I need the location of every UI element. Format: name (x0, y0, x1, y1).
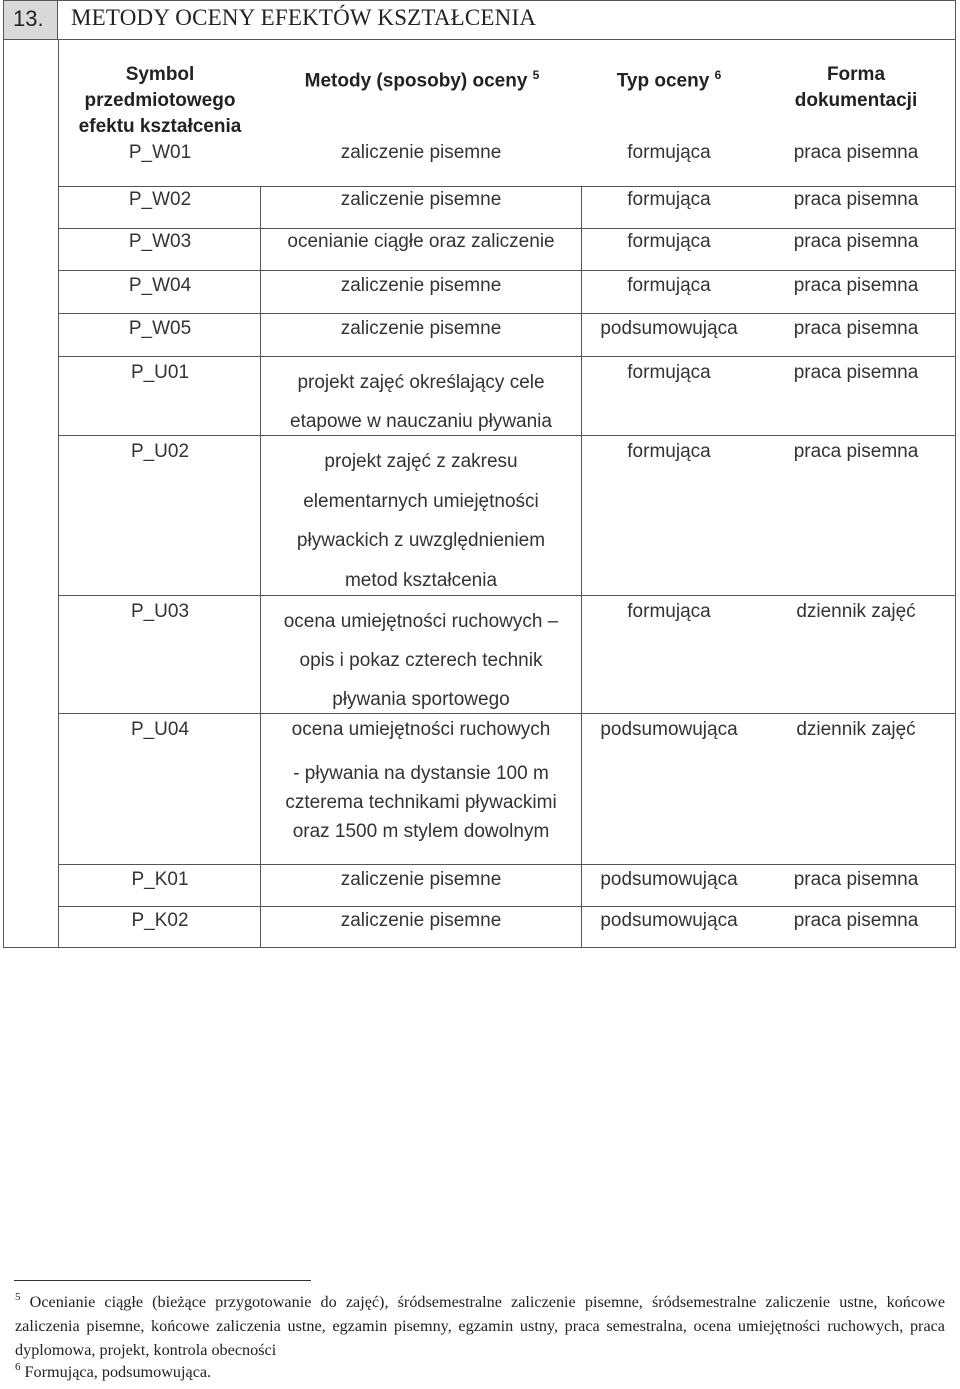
row-divider (58, 864, 956, 865)
cell-type: formująca (627, 362, 711, 383)
cell-symbol: P_K02 (131, 910, 189, 931)
cell-form: praca pisemna (793, 189, 919, 210)
method-line: - pływania na dystansie 100 m (293, 763, 549, 784)
cell-symbol: P_U01 (130, 362, 190, 383)
header-form-line: dokumentacji (794, 90, 918, 111)
method-line: oraz 1500 m stylem dowolnym (292, 821, 550, 842)
footnotes (15, 1290, 945, 1384)
row-divider (58, 270, 956, 271)
cell-symbol: P_U02 (130, 441, 190, 462)
cell-method: zaliczenie pisemne (340, 869, 502, 890)
cell-method (262, 442, 580, 600)
method-line: ocena umiejętności ruchowych (291, 719, 551, 740)
cell-type: formująca (627, 189, 711, 210)
footnote-ref-5: 5 (532, 68, 540, 82)
cell-symbol: P_K01 (131, 869, 189, 890)
method-line: ocena umiejętności ruchowych – (283, 611, 559, 632)
footnote-separator (14, 1280, 311, 1281)
method-line: pływania sportowego (332, 689, 510, 710)
row-divider (58, 313, 956, 314)
column-divider (581, 186, 582, 948)
cell-form: dziennik zajęć (796, 719, 916, 740)
row-divider (58, 356, 956, 357)
footnote-5 (15, 1290, 945, 1362)
cell-method (262, 720, 580, 846)
header-form (756, 62, 956, 114)
header-methods-label: Metody (sposoby) oceny (304, 70, 528, 92)
cell-form: praca pisemna (793, 362, 919, 383)
method-line: metod kształcenia (344, 569, 498, 591)
cell-type: formująca (627, 142, 711, 163)
cell-form: praca pisemna (793, 231, 919, 252)
cell-form: praca pisemna (793, 318, 919, 339)
row-divider (58, 186, 956, 187)
cell-method: zaliczenie pisemne (340, 910, 502, 931)
cell-type: formująca (627, 275, 711, 296)
cell-form: dziennik zajęć (796, 601, 916, 622)
footnote-ref-6: 6 (714, 68, 722, 82)
method-line: etapowe w nauczaniu pływania (290, 411, 552, 432)
header-symbol-line: efektu kształcenia (78, 116, 242, 137)
section-title: METODY OCENY EFEKTÓW KSZTAŁCENIA (71, 5, 537, 30)
footnote-text: Formująca, podsumowująca. (24, 1363, 212, 1381)
cell-method: zaliczenie pisemne (340, 189, 502, 210)
left-gutter-divider (58, 40, 59, 948)
method-line: projekt zajęć z zakresu (324, 451, 518, 472)
header-symbol-line: przedmiotowego (84, 90, 236, 111)
footnote-mark: 5 (15, 1291, 21, 1303)
header-form-line: Forma (826, 64, 886, 85)
cell-type: formująca (627, 601, 711, 622)
cell-method (262, 602, 580, 719)
cell-form: praca pisemna (793, 869, 919, 890)
cell-symbol: P_W01 (128, 142, 192, 163)
section-number: 13. (13, 6, 44, 31)
cell-form: praca pisemna (793, 142, 919, 163)
cell-type: formująca (627, 231, 711, 252)
cell-type: podsumowująca (600, 869, 738, 890)
column-divider (260, 186, 261, 948)
cell-symbol: P_U04 (130, 719, 190, 740)
header-type (583, 62, 755, 94)
cell-type: podsumowująca (600, 318, 738, 339)
cell-form: praca pisemna (793, 910, 919, 931)
header-symbol-line: Symbol (125, 64, 195, 85)
cell-symbol: P_W04 (128, 275, 192, 296)
method-line: elementarnych umiejętności (303, 490, 539, 512)
cell-type: formująca (627, 441, 711, 462)
cell-symbol: P_W03 (128, 231, 192, 252)
footnote-6 (15, 1360, 945, 1384)
header-symbol (60, 62, 260, 140)
cell-symbol: P_W05 (128, 318, 192, 339)
cell-method: zaliczenie pisemne (340, 275, 502, 296)
cell-form: praca pisemna (793, 441, 919, 462)
method-line: opis i pokaz czterech technik (299, 650, 543, 671)
cell-method: ocenianie ciągłe oraz zaliczenie (287, 231, 555, 252)
row-divider (58, 906, 956, 907)
cell-method: zaliczenie pisemne (340, 142, 502, 163)
cell-symbol: P_W02 (128, 189, 192, 210)
row-divider (58, 228, 956, 229)
method-line: projekt zajęć określający cele (297, 372, 545, 393)
method-line: czterema technikami pływackimi (285, 792, 557, 813)
cell-type: podsumowująca (600, 719, 738, 740)
cell-type: podsumowująca (600, 910, 738, 931)
cell-method: zaliczenie pisemne (340, 318, 502, 339)
cell-form: praca pisemna (793, 275, 919, 296)
header-methods (262, 62, 582, 94)
footnote-text: Ocenianie ciągłe (bieżące przygotowanie do zajęć), śródsemestralne zaliczenie pisemne, śródsemestralne zaliczenie ustne, końcowe zaliczenia pisemne, końcowe zaliczenia ustne, egzamin pisemny, egzamin ustny, praca semestralna, ocena umiejętności ruchowych, praca dyplomowa, projekt, kontrola obecności (15, 1293, 946, 1359)
header-type-label: Typ oceny (616, 70, 710, 92)
cell-method (262, 363, 580, 441)
footnote-mark: 6 (15, 1361, 21, 1373)
cell-symbol: P_U03 (130, 601, 190, 622)
method-line: pływackich z uwzględnieniem (296, 530, 546, 551)
